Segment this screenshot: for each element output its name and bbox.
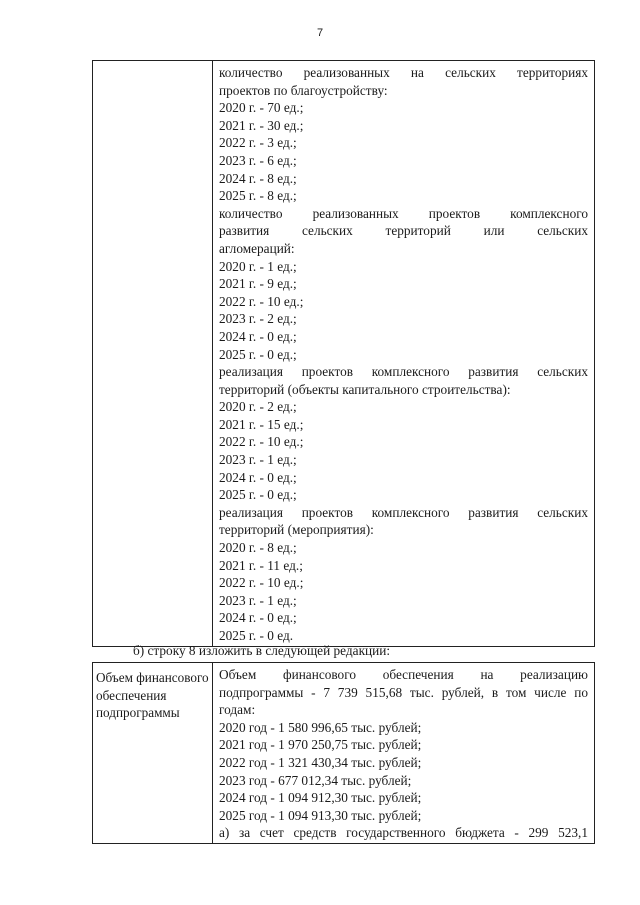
text-line: 2020 год - 1 580 996,65 тыс. рублей; <box>219 719 422 735</box>
financing-label-cell <box>93 663 213 844</box>
indicators-text <box>213 61 594 646</box>
text-line: количество реализованных проектов комплексного <box>219 205 588 221</box>
text-line: 2020 г. - 2 ед.; <box>219 399 297 415</box>
text-line: 2022 год - 1 321 430,34 тыс. рублей; <box>219 754 422 770</box>
indicators-cell <box>213 61 595 647</box>
text-line: количество реализованных на сельских территориях <box>219 65 588 80</box>
financing-label: Объем финансового обеспечения подпрограммы <box>96 670 209 720</box>
text-line: 2025 год - 1 094 913,30 тыс. рублей; <box>219 807 422 823</box>
text-line: проектов по благоустройству: <box>219 82 388 98</box>
text-line: 2023 г. - 6 ед.; <box>219 152 297 168</box>
text-line: 2023 г. - 2 ед.; <box>219 311 297 327</box>
text-line: 2020 г. - 8 ед.; <box>219 540 297 556</box>
table-row <box>93 663 595 844</box>
amendment-instruction: б) строку 8 изложить в следующей редакции: <box>133 643 391 658</box>
text-line: а) за счет средств государственного бюджета - 299 523,1 <box>219 825 588 841</box>
text-line: территорий (объекты капитального строительства): <box>219 381 511 397</box>
text-line: 2025 г. - 8 ед.; <box>219 188 297 204</box>
text-line: 2024 г. - 0 ед.; <box>219 469 297 485</box>
text-line: территорий (мероприятия): <box>219 522 374 538</box>
text-line: 2025 г. - 0 ед. <box>219 628 294 643</box>
text-line: 2022 г. - 10 ед.; <box>219 575 304 591</box>
text-line: подпрограммы - 7 739 515,68 тыс. рублей, в том числе по <box>219 684 588 700</box>
text-line: 2024 год - 1 094 912,30 тыс. рублей; <box>219 790 422 806</box>
text-line: 2021 год - 1 970 250,75 тыс. рублей; <box>219 737 422 753</box>
text-line: развития сельских территорий или сельских <box>219 223 588 239</box>
text-line: 2022 г. - 10 ед.; <box>219 293 304 309</box>
text-line: 2020 г. - 70 ед.; <box>219 100 304 116</box>
table-row <box>93 61 595 647</box>
financing-cell <box>213 663 595 844</box>
text-line: годам: <box>219 702 256 718</box>
text-line: 2023 год - 677 012,34 тыс. рублей; <box>219 772 412 788</box>
text-line: 2021 г. - 9 ед.; <box>219 276 297 292</box>
text-line: 2021 г. - 30 ед.; <box>219 117 304 133</box>
empty-label-cell <box>93 61 213 647</box>
text-line: 2023 г. - 1 ед.; <box>219 592 297 608</box>
financing-table <box>92 662 595 844</box>
text-line: реализация проектов комплексного развития сельских <box>219 364 588 380</box>
text-line: агломераций: <box>219 240 295 256</box>
indicators-table <box>92 60 595 647</box>
text-line: 2021 г. - 15 ед.; <box>219 416 304 432</box>
text-line: 2024 г. - 8 ед.; <box>219 170 297 186</box>
text-line: 2025 г. - 0 ед.; <box>219 346 297 362</box>
text-line: 2024 г. - 0 ед.; <box>219 610 297 626</box>
text-line: 2022 г. - 10 ед.; <box>219 434 304 450</box>
text-line: реализация проектов комплексного развития сельских <box>219 504 588 520</box>
text-line: 2020 г. - 1 ед.; <box>219 258 297 274</box>
text-line: 2024 г. - 0 ед.; <box>219 328 297 344</box>
page-number: 7 <box>316 27 324 39</box>
text-line: Объем финансового обеспечения на реализацию <box>219 667 588 682</box>
financing-text <box>213 663 594 843</box>
text-line: 2021 г. - 11 ед.; <box>219 557 303 573</box>
text-line: 2023 г. - 1 ед.; <box>219 452 297 468</box>
text-line: 2022 г. - 3 ед.; <box>219 135 297 151</box>
text-line: 2025 г. - 0 ед.; <box>219 487 297 503</box>
